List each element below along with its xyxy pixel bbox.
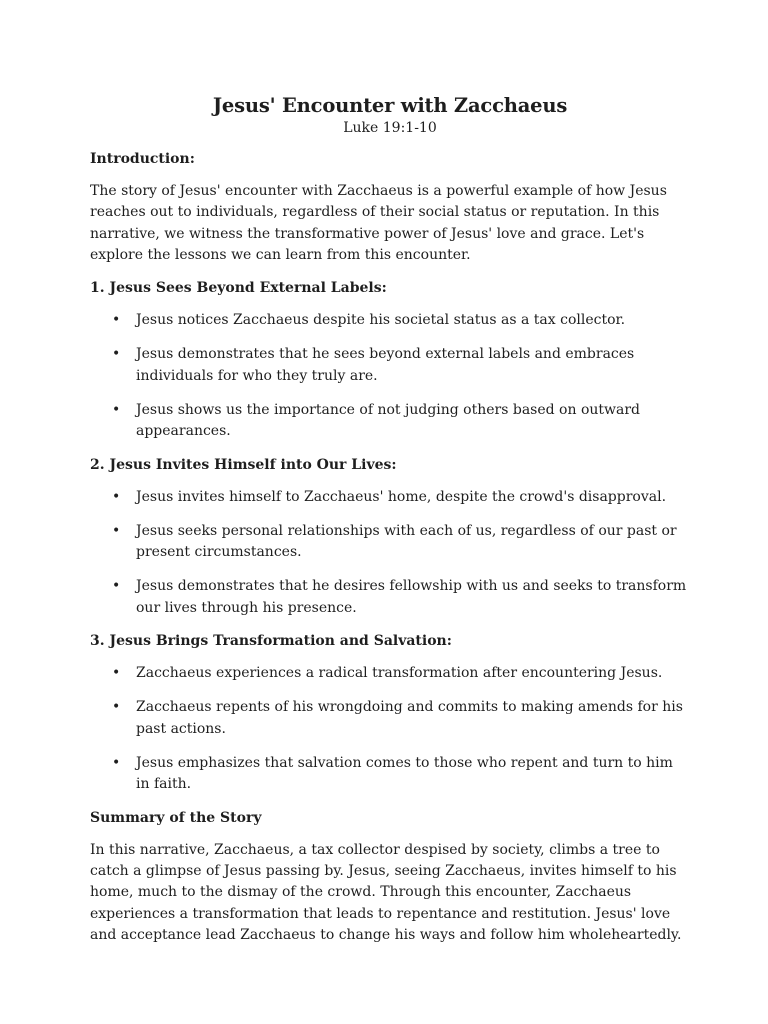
- list-item: [90, 344, 690, 387]
- list-item: [90, 400, 690, 443]
- list-item-text: Jesus invites himself to Zacchaeus' home, despite the crowd's disapproval.: [136, 488, 667, 505]
- list-item: [90, 310, 690, 332]
- bullet-icon: •: [112, 312, 121, 329]
- list-item-text: Jesus emphasizes that salvation comes to those who repent and turn to him in faith.: [136, 754, 673, 793]
- bullet-icon: •: [112, 754, 121, 771]
- list-item-text: Jesus demonstrates that he desires fellowship with us and seeks to transform our lives through his presence.: [136, 578, 687, 616]
- list-item: [90, 663, 690, 685]
- list-item: [90, 576, 690, 619]
- bullet-icon: •: [112, 665, 121, 682]
- list-item-text: Jesus shows us the importance of not judging others based on outward appearances.: [136, 401, 641, 440]
- bullet-icon: •: [112, 522, 121, 539]
- section-heading: 3. Jesus Brings Transformation and Salvation:: [90, 633, 452, 650]
- document-page: [90, 93, 690, 958]
- list-item-text: Jesus demonstrates that he sees beyond external labels and embraces individuals for who they truly are.: [136, 346, 635, 384]
- document-title: Jesus' Encounter with Zacchaeus: [212, 94, 568, 117]
- bullet-list: [90, 487, 690, 620]
- summary-heading: Summary of the Story: [90, 809, 262, 826]
- bullet-icon: •: [112, 346, 121, 363]
- intro-heading: Introduction:: [90, 151, 195, 167]
- intro-paragraph: The story of Jesus' encounter with Zacchaeus is a powerful example of how Jesus reaches out to individuals, regardless of their social status or reputation. In this narrative, we witness the transformative power of Jesus' love and grace. Let's explore the lessons we can learn from this encounter.: [90, 183, 667, 263]
- bullet-icon: •: [112, 401, 121, 418]
- section-heading: 1. Jesus Sees Beyond External Labels:: [90, 280, 387, 297]
- list-item: [90, 487, 690, 509]
- list-item-text: Zacchaeus repents of his wrongdoing and commits to making amends for his past actions.: [136, 699, 683, 737]
- scripture-reference: Luke 19:1-10: [343, 120, 437, 136]
- bullet-icon: •: [112, 488, 121, 505]
- section-heading: 2. Jesus Invites Himself into Our Lives:: [90, 456, 397, 473]
- summary-paragraph: In this narrative, Zacchaeus, a tax collector despised by society, climbs a tree to catch a glimpse of Jesus passing by. Jesus, seeing Zacchaeus, invites himself to his home, much to the dismay of the crowd. Through this encounter, Zacchaeus experiences a transformation that leads to repentance and restitution. Jesus' love and acceptance lead Zacchaeus to change his ways and follow him wholeheartedly.: [90, 841, 682, 943]
- list-item: [90, 521, 690, 564]
- list-item: [90, 753, 690, 796]
- list-item-text: Zacchaeus experiences a radical transformation after encountering Jesus.: [136, 665, 663, 682]
- list-item: [90, 697, 690, 740]
- bullet-list: [90, 663, 690, 796]
- list-item-text: Jesus seeks personal relationships with each of us, regardless of our past or present circumstances.: [136, 522, 677, 561]
- bullet-list: [90, 310, 690, 443]
- bullet-icon: •: [112, 699, 121, 716]
- bullet-icon: •: [112, 578, 121, 595]
- list-item-text: Jesus notices Zacchaeus despite his societal status as a tax collector.: [136, 312, 626, 329]
